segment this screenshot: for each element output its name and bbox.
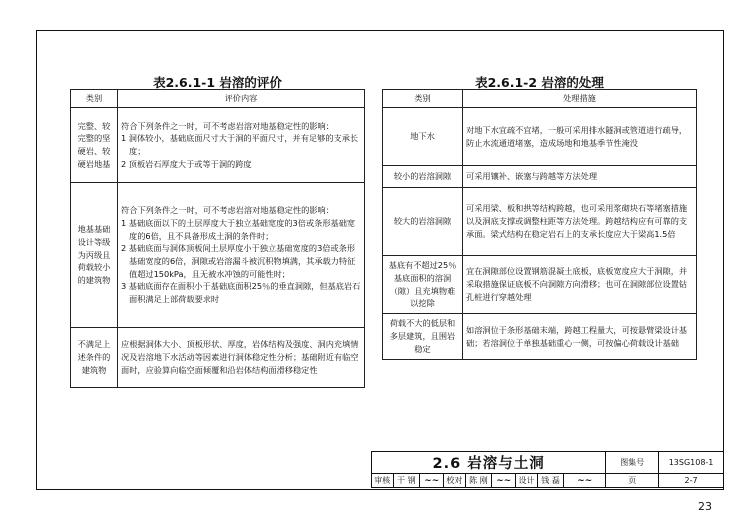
- table2-measure: 可采用镶补、嵌塞与跨越等方法处理: [463, 166, 697, 188]
- content-item: 3 基础底面存在面积小于基础底面积25％的垂直洞隙，但基底岩石面积满足上部荷载要求时: [121, 281, 361, 305]
- atlas-no: 13SG108-1: [659, 452, 724, 474]
- table2-treatment: [382, 89, 697, 360]
- table1-category-unsatisfied: 不满足上述条件的建筑物: [71, 328, 118, 388]
- checker-signature: ~~: [492, 474, 516, 488]
- table2-measure: 可采用梁、板和拱等结构跨越，也可采用浆砌块石等堵塞措施以及洞底支撑或调整柱距等方法处理。跨越结构应有可靠的支承面。梁式结构在稳定岩石上的支承长度应大于梁高1.5倍: [463, 188, 697, 256]
- table-row: [383, 108, 697, 166]
- table2-header-category: 类别: [383, 90, 463, 108]
- design-label: 设计: [516, 474, 538, 488]
- table2-header-measures: 处理措施: [463, 90, 697, 108]
- table1-content-cell: [118, 183, 365, 328]
- content-item: 2 基础底面与洞体顶板间土层厚度小于独立基础宽度的3倍或条形基础宽度的6倍，洞隙或岩溶漏斗被沉积物填满，其承载力特征值超过150kPa，且无被水冲蚀的可能性时；: [121, 243, 356, 279]
- content-intro: 符合下列条件之一时，可不考虑岩溶对地基稳定性的影响：: [121, 120, 334, 131]
- table-row: [71, 328, 365, 388]
- table1-header-category: 类别: [71, 90, 118, 108]
- table-row: [71, 183, 365, 328]
- table1-evaluation: [70, 89, 365, 388]
- table-row: [71, 108, 365, 183]
- title-block: [371, 451, 724, 488]
- table1-title: 表2.6.1-1 岩溶的评价: [153, 75, 282, 90]
- table1-content-cell: [118, 108, 365, 183]
- table2-category: 较小的岩溶洞隙: [383, 166, 463, 188]
- content-item: 1 洞体较小，基础底面尺寸大于洞的平面尺寸，并有足够的支承长度；: [121, 133, 359, 156]
- table1-category-soil-foundation: 地基基础设计等级为丙级且荷载较小的建筑物: [71, 183, 118, 328]
- table1-category-hard-rock: 完整、较完整的坚硬岩、较硬岩地基: [71, 108, 118, 183]
- content-item: 1 基础底面以下的土层厚度大于独立基础宽度的3倍或条形基础宽度的6倍，且不具备形成土洞的条件时；: [121, 217, 356, 241]
- table-row: [383, 256, 697, 314]
- table2-category: 地下水: [383, 108, 463, 166]
- table2-measure: 对地下水宜疏不宜堵，一般可采用排水隧洞或管道进行疏导，防止水流通道堵塞，造成场地和地基季节性淹没: [463, 108, 697, 166]
- reviewer-signature: ~~: [420, 474, 444, 488]
- table2-category: 较大的岩溶洞隙: [383, 188, 463, 256]
- table2-measure: 宜在洞隙部位设置钢筋混凝土底板，底板宽度应大于洞隙，并采取措施保证底板不向洞隙方向滑移；也可在洞隙部位设置钻孔桩进行穿越处理: [463, 256, 697, 314]
- table2-category: 荷载不大的低层和多层建筑，且围岩稳定: [383, 314, 463, 360]
- review-label: 审核: [372, 474, 394, 488]
- page-label: 页: [606, 474, 659, 488]
- sheet-title: 2.6 岩溶与土洞: [372, 452, 606, 474]
- checker-name: 陈 刚: [465, 474, 491, 488]
- table-row: [383, 314, 697, 360]
- table-row: [383, 166, 697, 188]
- content-intro: 符合下列条件之一时，可不考虑岩溶对地基稳定性的影响：: [121, 205, 334, 216]
- reviewer-name: 干 钢: [393, 474, 419, 488]
- sheet-page-no: 2-7: [659, 474, 724, 488]
- designer-signature: ~~: [564, 474, 606, 488]
- table1-header-content: 评价内容: [118, 90, 365, 108]
- table1-content-text: 应根据洞体大小、顶板形状、厚度，岩体结构及强度、洞内充填情况及岩溶地下水活动等因素进行洞体稳定性分析；基础附近有临空面时，应验算向临空面倾覆和沿岩体结构面滑移稳定性: [118, 328, 365, 388]
- table2-measure: 如溶洞位于条形基础末端，跨越工程量大，可按悬臂梁设计基础；若溶洞位于单独基础重心一侧，可按偏心荷载设计基础: [463, 314, 697, 360]
- check-label: 校对: [444, 474, 466, 488]
- designer-name: 钱 磊: [537, 474, 563, 488]
- table-row: [383, 188, 697, 256]
- table2-title: 表2.6.1-2 岩溶的处理: [475, 75, 604, 90]
- table2-category: 基底有不超过25％基底面积的溶洞（隙）且充填物难以挖除: [383, 256, 463, 314]
- atlas-no-label: 图集号: [606, 452, 659, 474]
- content-item: 2 顶板岩石厚度大于或等于洞的跨度: [121, 158, 252, 169]
- page-number: 23: [698, 500, 712, 513]
